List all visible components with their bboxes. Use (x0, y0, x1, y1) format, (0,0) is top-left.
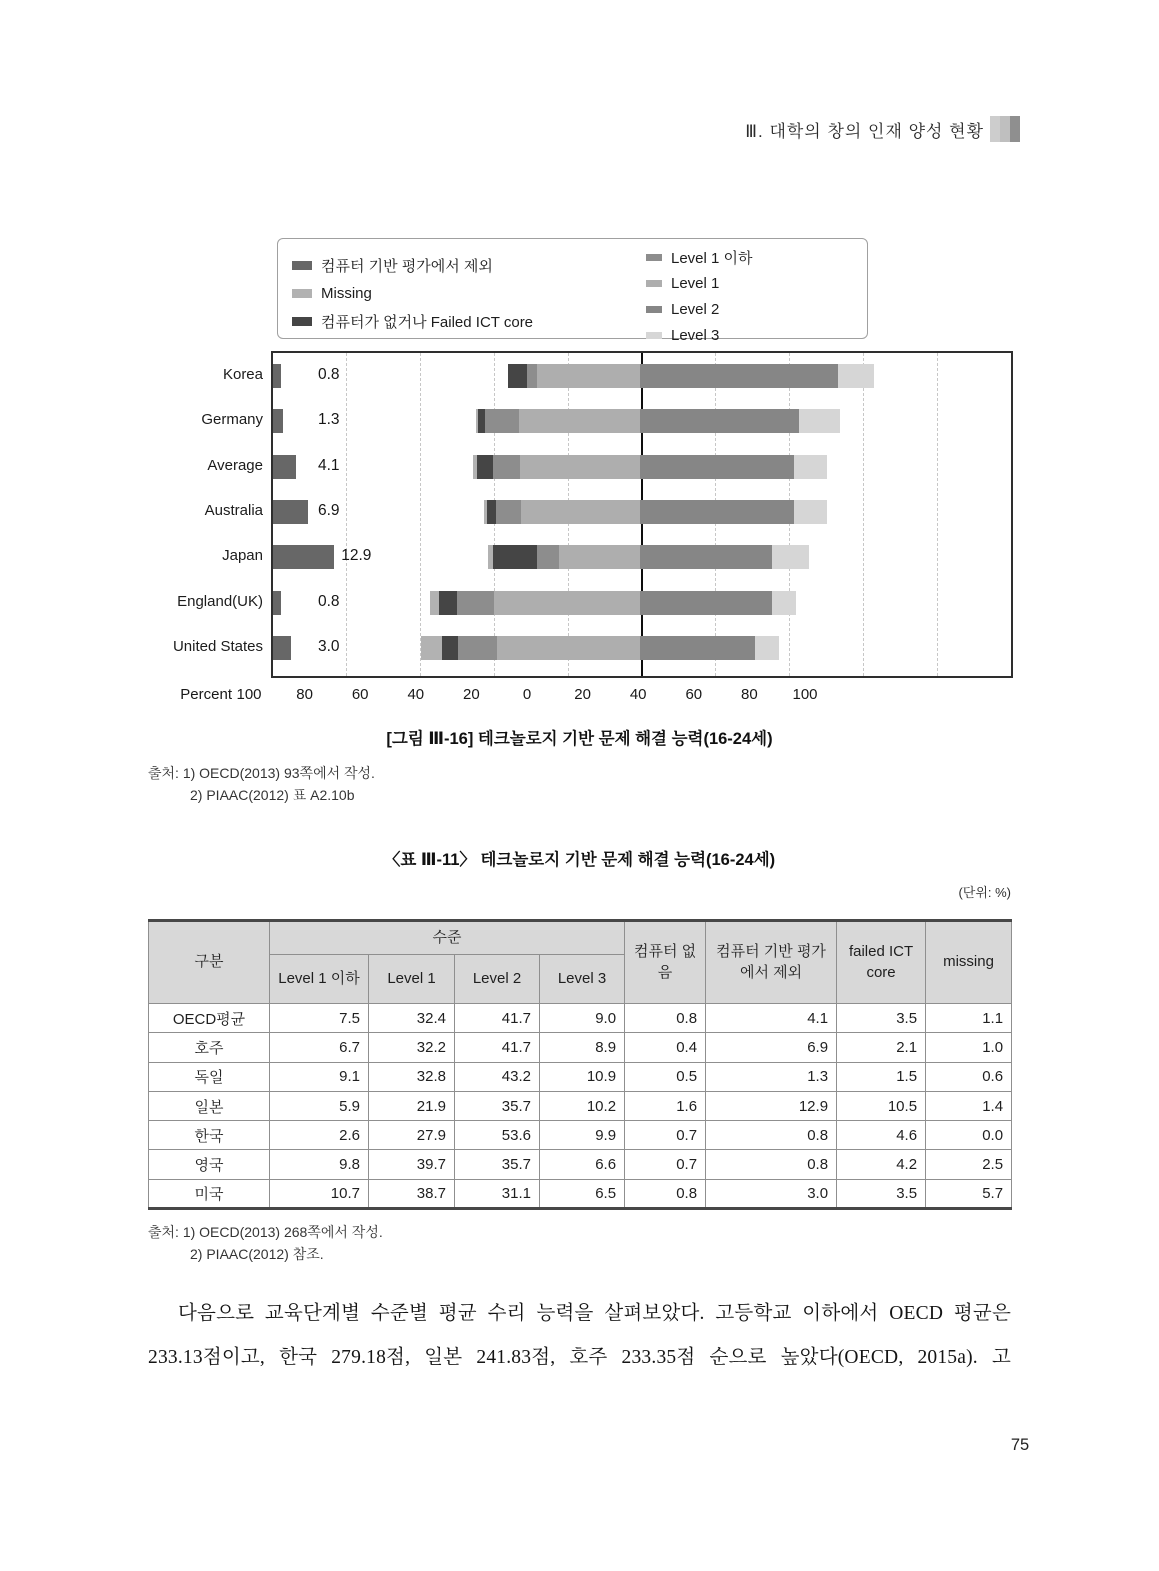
table-cell-value: 0.4 (625, 1033, 706, 1062)
legend-label-excluded: 컴퓨터 기반 평가에서 제외 (321, 257, 493, 275)
table-cell-value: 4.2 (837, 1150, 926, 1179)
table-row (149, 1179, 1012, 1208)
chart-layer (0, 0, 1159, 760)
table-cell-value: 35.7 (455, 1091, 540, 1120)
table-row (149, 1062, 1012, 1091)
bar-segment-level1 (520, 455, 640, 479)
table-cell-value: 5.9 (270, 1091, 369, 1120)
bar-segment-level3 (772, 545, 810, 569)
data-table (148, 919, 1012, 1210)
table-cell-value: 0.8 (706, 1121, 837, 1150)
bar-segment-level3 (772, 591, 796, 615)
table-row (149, 1121, 1012, 1150)
bar-segment-below-level1 (496, 500, 521, 524)
bar-segment-level1 (559, 545, 640, 569)
bar-segment-no-computer-failed-ict (493, 545, 538, 569)
table-cell-value: 12.9 (706, 1091, 837, 1120)
bar-segment-below-level1 (537, 545, 559, 569)
table-source-line2: 2) PIAAC(2012) 참조. (190, 1246, 324, 1262)
bar-segment-below-level1 (458, 636, 497, 660)
axis-tick-label: 60 (685, 686, 703, 703)
bar-segment-level3 (794, 500, 827, 524)
legend-label-level1: Level 1 (671, 274, 720, 292)
table-cell-value: 0.5 (625, 1062, 706, 1091)
country-label: Australia (204, 501, 263, 519)
table-cell-value: 4.1 (706, 1004, 837, 1033)
country-label: Average (207, 456, 263, 474)
excluded-value-label: 4.1 (318, 456, 340, 474)
table-title: 〈표 Ⅲ-11〉 테크놀로지 기반 문제 해결 능력(16-24세) (383, 851, 776, 869)
excluded-bar (273, 500, 308, 524)
table-cell-value: 1.3 (706, 1062, 837, 1091)
axis-tick-label: 40 (629, 686, 647, 703)
table-cell-value: 2.1 (837, 1033, 926, 1062)
excluded-bar (273, 591, 282, 615)
figure-source-line1: 출처: 1) OECD(2013) 93쪽에서 작성. (148, 765, 375, 781)
table-header-no-computer: 컴퓨터 없음 (625, 921, 706, 1004)
table-cell-value: 2.5 (926, 1150, 1012, 1179)
table-cell-value: 35.7 (455, 1150, 540, 1179)
bar-segment-level3 (755, 636, 779, 660)
table-row (149, 1004, 1012, 1033)
table-cell-value: 0.7 (625, 1150, 706, 1179)
country-label: United States (172, 637, 263, 655)
table-row-label: 영국 (149, 1150, 270, 1179)
country-label: Germany (201, 411, 263, 429)
bar-segment-level2 (640, 636, 755, 660)
table-row-label: 독일 (149, 1062, 270, 1091)
table-cell-value: 32.4 (369, 1004, 455, 1033)
table-cell-value: 5.7 (926, 1179, 1012, 1208)
bar-segment-missing (430, 591, 439, 615)
axis-tick-label: 80 (296, 686, 313, 703)
axis-tick-label: 80 (741, 686, 758, 703)
bar-segment-level3 (838, 364, 875, 388)
table-cell-value: 1.6 (625, 1091, 706, 1120)
table-row-label: OECD평균 (149, 1004, 270, 1033)
axis-tick-label: 100 (236, 686, 262, 703)
bar-segment-no-computer-failed-ict (508, 364, 528, 388)
page-header-title: Ⅲ. 대학의 창의 인재 양성 현황 (745, 121, 984, 141)
excluded-value-label: 3.0 (318, 637, 340, 655)
table-cell-value: 0.8 (706, 1150, 837, 1179)
bar-segment-no-computer-failed-ict (439, 591, 457, 615)
axis-tick-label: 40 (407, 686, 425, 703)
table-cell-value: 1.5 (837, 1062, 926, 1091)
legend-label-level3: Level 3 (671, 326, 720, 344)
table-cell-value: 10.5 (837, 1091, 926, 1120)
bar-segment-below-level1 (485, 409, 519, 433)
table-cell-value: 1.1 (926, 1004, 1012, 1033)
excluded-value-label: 6.9 (318, 501, 340, 519)
excluded-bar (273, 545, 335, 569)
table-cell-value: 39.7 (369, 1150, 455, 1179)
table-cell-value: 9.8 (270, 1150, 369, 1179)
table-cell-value: 0.6 (926, 1062, 1012, 1091)
table-cell-value: 6.7 (270, 1033, 369, 1062)
table-cell-value: 31.1 (455, 1179, 540, 1208)
legend-label-no-computer-failed-ict: 컴퓨터가 없거나 Failed ICT core (321, 313, 534, 331)
table-header-level-group: 수준 (270, 921, 625, 955)
table-header-gubun: 구분 (149, 921, 270, 1004)
table-header-excluded: 컴퓨터 기반 평가에서 제외 (706, 921, 837, 1004)
table-cell-value: 41.7 (455, 1004, 540, 1033)
bar-segment-level3 (794, 455, 827, 479)
table-cell-value: 27.9 (369, 1121, 455, 1150)
figure-caption: [그림 Ⅲ-16] 테크놀로지 기반 문제 해결 능력(16-24세) (386, 730, 773, 748)
table-cell-value: 1.0 (926, 1033, 1012, 1062)
table-row-label: 한국 (149, 1121, 270, 1150)
bar-segment-level1 (521, 500, 640, 524)
bar-segment-level2 (640, 591, 772, 615)
bar-segment-level1 (494, 591, 640, 615)
table-cell-value: 32.8 (369, 1062, 455, 1091)
table-cell-value: 43.2 (455, 1062, 540, 1091)
table-unit-note: (단위: %) (958, 885, 1011, 900)
country-label: England(UK) (177, 592, 263, 610)
axis-tick-label: 0 (522, 686, 532, 703)
table-cell-value: 0.0 (926, 1121, 1012, 1150)
table-header-below-level1: Level 1 이하 (270, 955, 369, 1004)
table-cell-value: 10.2 (540, 1091, 625, 1120)
excluded-value-label: 0.8 (318, 366, 340, 383)
table-header-level1: Level 1 (369, 955, 455, 1004)
table-cell-value: 10.7 (270, 1179, 369, 1208)
table-cell-value: 1.4 (926, 1091, 1012, 1120)
excluded-value-label: 1.3 (318, 411, 340, 429)
table-cell-value: 38.7 (369, 1179, 455, 1208)
table-row (149, 1033, 1012, 1062)
table-cell-value: 0.7 (625, 1121, 706, 1150)
bar-segment-level2 (640, 409, 799, 433)
table-row (149, 1150, 1012, 1179)
excluded-value-label: 0.8 (318, 592, 340, 610)
bar-segment-missing (421, 636, 442, 660)
excluded-bar (273, 636, 291, 660)
table-header-level2: Level 2 (455, 955, 540, 1004)
table-cell-value: 53.6 (455, 1121, 540, 1150)
axis-tick-label: 100 (792, 686, 818, 703)
bar-segment-level2 (640, 545, 772, 569)
body-text-line1: 다음으로 교육단계별 수준별 평균 수리 능력을 살펴보았다. 고등학교 이하에서 OECD 평균은 (178, 1303, 1011, 1324)
bar-segment-below-level1 (457, 591, 493, 615)
table-cell-value: 0.8 (625, 1179, 706, 1208)
bar-segment-level1 (497, 636, 640, 660)
table-source-line1: 출처: 1) OECD(2013) 268쪽에서 작성. (148, 1224, 383, 1240)
table-cell-value: 32.2 (369, 1033, 455, 1062)
table-cell-value: 4.6 (837, 1121, 926, 1150)
bar-segment-no-computer-failed-ict (442, 636, 458, 660)
legend-label-below-level1: Level 1 이하 (671, 249, 753, 267)
axis-title: Percent (180, 686, 232, 703)
bar-segment-level1 (537, 364, 640, 388)
table-cell-value: 10.9 (540, 1062, 625, 1091)
axis-tick-label: 20 (574, 686, 591, 703)
table-row (149, 1091, 1012, 1120)
table-header-level3: Level 3 (540, 955, 625, 1004)
bar-segment-no-computer-failed-ict (478, 409, 485, 433)
table-row-label: 미국 (149, 1179, 270, 1208)
axis-tick-label: 60 (351, 686, 369, 703)
table-header-missing: missing (926, 921, 1012, 1004)
figure-source-line2: 2) PIAAC(2012) 표 A2.10b (190, 787, 355, 803)
excluded-bar (273, 409, 284, 433)
table-header-failed-ict: failed ICT core (837, 921, 926, 1004)
country-label: Korea (222, 366, 263, 383)
excluded-bar (273, 364, 282, 388)
bar-segment-level2 (640, 364, 838, 388)
bar-segment-below-level1 (493, 455, 521, 479)
table-cell-value: 8.9 (540, 1033, 625, 1062)
table-row-label: 일본 (149, 1091, 270, 1120)
table-row-label: 호주 (149, 1033, 270, 1062)
table-cell-value: 6.9 (706, 1033, 837, 1062)
bar-segment-no-computer-failed-ict (477, 455, 493, 479)
bar-segment-level3 (799, 409, 839, 433)
body-text-line2: 233.13점이고, 한국 279.18점, 일본 241.83점, 호주 233.35점 순으로 높았다(OECD, 2015a). 고 (148, 1347, 1011, 1368)
bar-segment-level2 (640, 455, 794, 479)
table-cell-value: 41.7 (455, 1033, 540, 1062)
table-cell-value: 3.0 (706, 1179, 837, 1208)
table-cell-value: 6.6 (540, 1150, 625, 1179)
legend-label-missing: Missing (321, 284, 372, 302)
table-cell-value: 7.5 (270, 1004, 369, 1033)
table-cell-value: 3.5 (837, 1179, 926, 1208)
bar-segment-no-computer-failed-ict (487, 500, 496, 524)
table-cell-value: 2.6 (270, 1121, 369, 1150)
table-cell-value: 21.9 (369, 1091, 455, 1120)
page-number: 75 (1010, 1436, 1030, 1454)
axis-tick-label: 20 (463, 686, 480, 703)
table-cell-value: 9.9 (540, 1121, 625, 1150)
table-cell-value: 9.0 (540, 1004, 625, 1033)
bar-segment-level2 (640, 500, 794, 524)
bar-segment-level1 (519, 409, 640, 433)
excluded-value-label: 12.9 (341, 547, 372, 565)
bar-segment-below-level1 (527, 364, 537, 388)
table-cell-value: 6.5 (540, 1179, 625, 1208)
table-cell-value: 0.8 (625, 1004, 706, 1033)
legend-label-level2: Level 2 (671, 300, 720, 318)
table-cell-value: 9.1 (270, 1062, 369, 1091)
excluded-bar (273, 455, 296, 479)
country-label: Japan (222, 547, 263, 565)
table-cell-value: 3.5 (837, 1004, 926, 1033)
